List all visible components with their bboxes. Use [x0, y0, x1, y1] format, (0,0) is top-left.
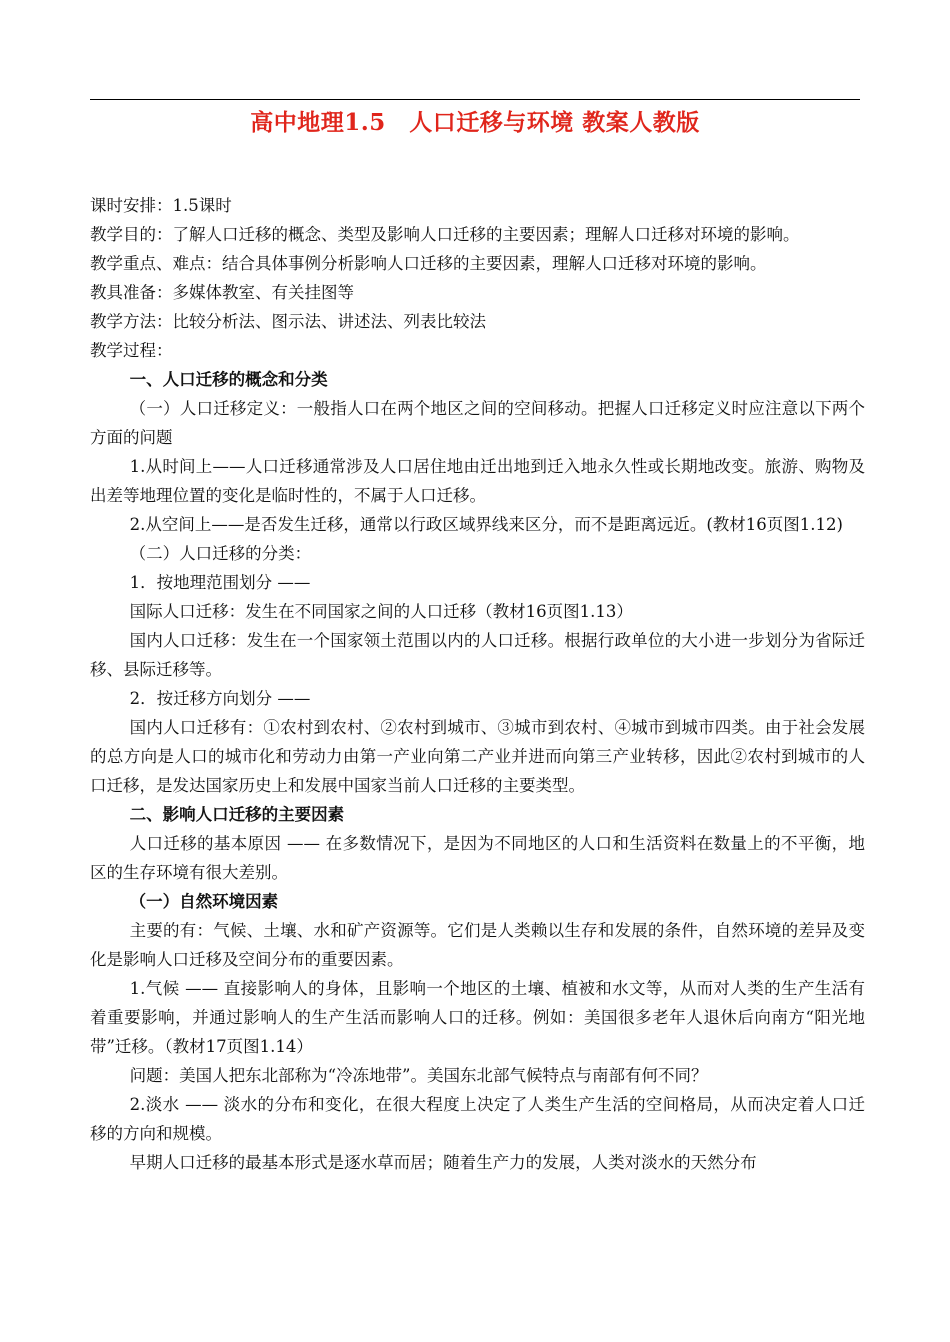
section2-climate: 1.气候 —— 直接影响人的身体，且影响一个地区的土壤、植被和水文等，从而对人类的生产生活有着重要影响，并通过影响人的生产生活而影响人口的迁移。例如：美国很多老年人退休后向南方“阳光地带”迁移。（教材17页图1.14） [90, 979, 865, 1056]
process-line: 教学过程： [90, 341, 173, 360]
objectives-line: 教学目的：了解人口迁移的概念、类型及影响人口迁移的主要因素；理解人口迁移对环境的影响。 [90, 225, 800, 244]
tools-line: 教具准备：多媒体教室、有关挂图等 [90, 283, 354, 302]
section2-freshwater: 2.淡水 —— 淡水的分布和变化，在很大程度上决定了人类生产生活的空间格局，从而决定着人口迁移的方向和规模。 [90, 1095, 865, 1143]
section1-international: 国际人口迁移：发生在不同国家之间的人口迁移（教材16页图1.13） [129, 602, 633, 621]
section1-by-range: 1．按地理范围划分 —— [129, 573, 311, 592]
section1-domestic: 国内人口迁移：发生在一个国家领土范围以内的人口迁移。根据行政单位的大小进一步划分为省际迁移、县际迁移等。 [90, 631, 865, 679]
key-points-line: 教学重点、难点：结合具体事例分析影响人口迁移的主要因素，理解人口迁移对环境的影响。 [90, 254, 767, 273]
document-title: 高中地理1.5 人口迁移与环境 教案人教版 [250, 109, 700, 136]
section2-question: 问题：美国人把东北部称为“冷冻地带”。美国东北部气候特点与南部有何不同？ [129, 1066, 708, 1085]
section1-classification-heading: （二）人口迁移的分类： [129, 544, 312, 563]
schedule-line: 课时安排：1.5课时 [90, 196, 232, 215]
section2-basic-cause: 人口迁移的基本原因 —— 在多数情况下，是因为不同地区的人口和生活资料在数量上的不平衡，地区的生存环境有很大差别。 [90, 834, 865, 882]
section2-natural-heading: （一）自然环境因素 [129, 892, 279, 911]
section1-by-direction: 2．按迁移方向划分 —— [129, 689, 311, 708]
section2-early-migration: 早期人口迁移的最基本形式是逐水草而居；随着生产力的发展，人类对淡水的天然分布 [129, 1153, 757, 1172]
section1-space-point: 2.从空间上——是否发生迁移，通常以行政区域界线来区分，而不是距离远近。(教材16页图1.12) [129, 515, 843, 534]
section1-time-point: 1.从时间上——人口迁移通常涉及人口居住地由迁出地到迁入地永久性或长期地改变。旅游、购物及出差等地理位置的变化是临时性的，不属于人口迁移。 [90, 457, 865, 505]
section1-direction-types: 国内人口迁移有：①农村到农村、②农村到城市、③城市到农村、④城市到城市四类。由于社会发展的总方向是人口的城市化和劳动力由第一产业向第二产业并进而向第三产业转移，因此②农村到城市的人口迁移，是发达国家历史上和发展中国家当前人口迁移的主要类型。 [90, 718, 865, 795]
section1-heading: 一、人口迁移的概念和分类 [129, 370, 328, 389]
section1-definition: （一）人口迁移定义：一般指人口在两个地区之间的空间移动。把握人口迁移定义时应注意以下两个方面的问题 [90, 399, 865, 447]
section2-natural-factors: 主要的有：气候、土壤、水和矿产资源等。它们是人类赖以生存和发展的条件，自然环境的差异及变化是影响人口迁移及空间分布的重要因素。 [90, 921, 865, 969]
methods-line: 教学方法：比较分析法、图示法、讲述法、列表比较法 [90, 312, 486, 331]
header-rule [90, 99, 860, 100]
section2-heading: 二、影响人口迁移的主要因素 [129, 805, 345, 824]
document-body [90, 191, 865, 1177]
